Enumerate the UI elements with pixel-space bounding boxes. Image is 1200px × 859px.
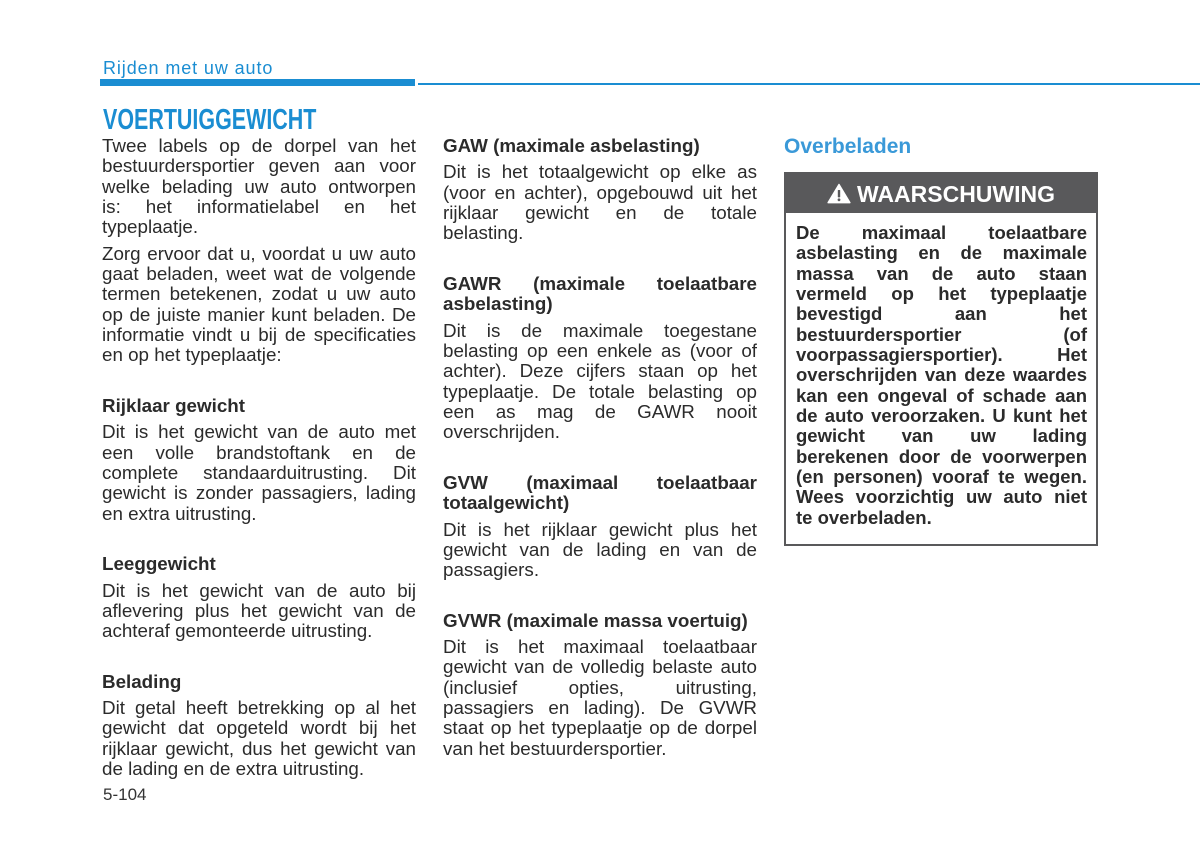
section-body (443, 520, 757, 581)
paragraph-line: achter). Deze cijfers staan op het (443, 360, 757, 382)
paragraph-line: typeplaatje. De totale belasting op (443, 380, 757, 402)
paragraph-line: termen betekenen, zodat u uw auto (102, 283, 416, 305)
paragraph-line: gewicht is zonder passagiers, lading (102, 482, 416, 504)
section-body (102, 581, 416, 642)
warning-title: WAARSCHUWING (856, 180, 1056, 207)
paragraph-line: achteraf gemonteerde uitrusting. (102, 620, 373, 642)
paragraph-line: Dit is het rijklaar gewicht plus het (443, 518, 757, 540)
paragraph-line: Dit is het maximaal toelaatbaar (443, 636, 757, 658)
paragraph-line: en op het typeplaatje: (102, 344, 282, 366)
section-heading (443, 136, 757, 156)
section (443, 136, 757, 244)
heading-line: totaalgewicht) (443, 492, 570, 514)
paragraph-line: Dit is de maximale toegestane (443, 319, 757, 341)
heading-line: Rijklaar gewicht (102, 394, 245, 416)
paragraph-line: van het bestuurdersportier. (443, 737, 667, 759)
paragraph-line: staat op het typeplaatje op de dorpel (443, 717, 757, 739)
paragraph-line: passagiers. (443, 559, 540, 581)
paragraph-line: gewicht dat opgeteld wordt bij het (102, 717, 416, 739)
section-heading (443, 473, 757, 514)
heading-line: GAWR (maximale toelaatbare (443, 272, 757, 294)
section-body (102, 422, 416, 524)
section (443, 473, 757, 581)
paragraph-line: gaat beladen, weet wat de volgende (102, 262, 416, 284)
section-title-overbeladen: Overbeladen (784, 135, 912, 158)
section-heading (102, 554, 416, 574)
paragraph-line: een volle brandstoftank en de (102, 441, 416, 463)
paragraph-line: welke belading uw auto ontworpen (102, 175, 416, 197)
warning-line: vermeld op het typeplaatje (796, 282, 1087, 304)
paragraph-line: bestuurdersportier geven aan voor (102, 155, 416, 177)
heading-line: GAW (maximale asbelasting) (443, 135, 700, 156)
section (443, 274, 757, 443)
middle-column (443, 136, 757, 759)
warning-line: te overbeladen. (796, 506, 932, 528)
paragraph-line: op de juiste manier kunt beladen. De (102, 303, 416, 325)
paragraph-line: aflevering plus het gewicht van de (102, 599, 416, 621)
paragraph-line: complete standaarduitrusting. Dit (102, 461, 416, 483)
heading-line: GVWR (maximale massa voertuig) (443, 609, 748, 631)
warning-line: bevestigd aan het (796, 303, 1087, 325)
warning-line: gewicht van uw lading (796, 425, 1087, 447)
paragraph-line: passagiers en lading). De GVWR (443, 697, 757, 719)
paragraph-line: Twee labels op de dorpel van het (102, 135, 416, 156)
paragraph-line: typeplaatje. (102, 216, 199, 238)
warning-line: berekenen door de voorwerpen (796, 445, 1087, 467)
running-head: Rijden met uw auto (103, 58, 274, 78)
warning-line: kan een ongeval of schade aan (796, 384, 1087, 406)
left-column (102, 136, 416, 779)
intro-paragraph (102, 136, 416, 238)
section-body (443, 637, 757, 759)
intro-paragraph (102, 244, 416, 366)
warning-header (786, 174, 1096, 213)
heading-line: Leeggewicht (102, 553, 216, 575)
paragraph-line: belasting. (443, 222, 524, 244)
header-rule (418, 83, 1200, 85)
heading-line: GVW (maximaal toelaatbaar (443, 471, 757, 493)
paragraph-line: informatie vindt u bij de specificaties (102, 323, 416, 345)
section (102, 396, 416, 524)
warning-text (786, 213, 1096, 528)
paragraph-line: gewicht van de volledig belaste auto (443, 656, 757, 678)
paragraph-line: de lading en de extra uitrusting. (102, 758, 365, 780)
section-body (443, 321, 757, 443)
section-heading (102, 396, 416, 416)
heading-line: asbelasting) (443, 293, 553, 315)
warning-line: massa van de auto staan (796, 262, 1087, 284)
warning-line: asbelasting en de maximale (796, 242, 1087, 264)
warning-triangle-icon (827, 183, 851, 204)
paragraph-line: Dit is het gewicht van de auto met (102, 421, 416, 443)
header-accent-bar (100, 79, 415, 86)
paragraph-line: Dit is het gewicht van de auto bij (102, 579, 416, 601)
heading-line: Belading (102, 670, 182, 692)
warning-line: voorpassagiersportier). Het (796, 343, 1087, 365)
warning-line: overschrijden van deze waardes (796, 364, 1087, 386)
section (443, 611, 757, 759)
paragraph-line: rijklaar gewicht, dus het gewicht van (102, 737, 416, 759)
paragraph-line: overschrijden. (443, 421, 560, 443)
section (102, 672, 416, 780)
section-heading (443, 611, 757, 631)
paragraph-line: is: het informatielabel en het (102, 195, 416, 217)
warning-line: (en personen) vooraf te wegen. (796, 465, 1087, 487)
paragraph-line: belasting op een enkele as (voor of (443, 339, 757, 361)
paragraph-line: (voor en achter), opgebouwd uit het (443, 181, 757, 203)
section (102, 554, 416, 641)
paragraph-line: rijklaar gewicht en de totale (443, 201, 757, 223)
paragraph-line: Zorg ervoor dat u, voordat u uw auto (102, 242, 416, 264)
page-title: VOERTUIGGEWICHT (103, 104, 317, 136)
paragraph-line: Dit is het totaalgewicht op elke as (443, 161, 757, 183)
paragraph-line: een as mag de GAWR nooit (443, 400, 757, 422)
paragraph-line: en extra uitrusting. (102, 502, 257, 524)
section-heading (443, 274, 757, 315)
warning-line: de auto veroorzaken. U kunt het (796, 404, 1087, 426)
paragraph-line: gewicht van de lading en van de (443, 538, 757, 560)
warning-line: Wees voorzichtig uw auto niet (796, 486, 1087, 508)
page-number: 5-104 (103, 785, 147, 804)
section-heading (102, 672, 416, 692)
warning-line: bestuurdersportier (of (796, 323, 1087, 345)
section-body (443, 162, 757, 243)
warning-box (784, 172, 1098, 546)
warning-line: De maximaal toelaatbare (796, 222, 1087, 243)
section-body (102, 698, 416, 779)
paragraph-line: (inclusief opties, uitrusting, (443, 676, 757, 698)
paragraph-line: Dit getal heeft betrekking op al het (102, 697, 416, 719)
